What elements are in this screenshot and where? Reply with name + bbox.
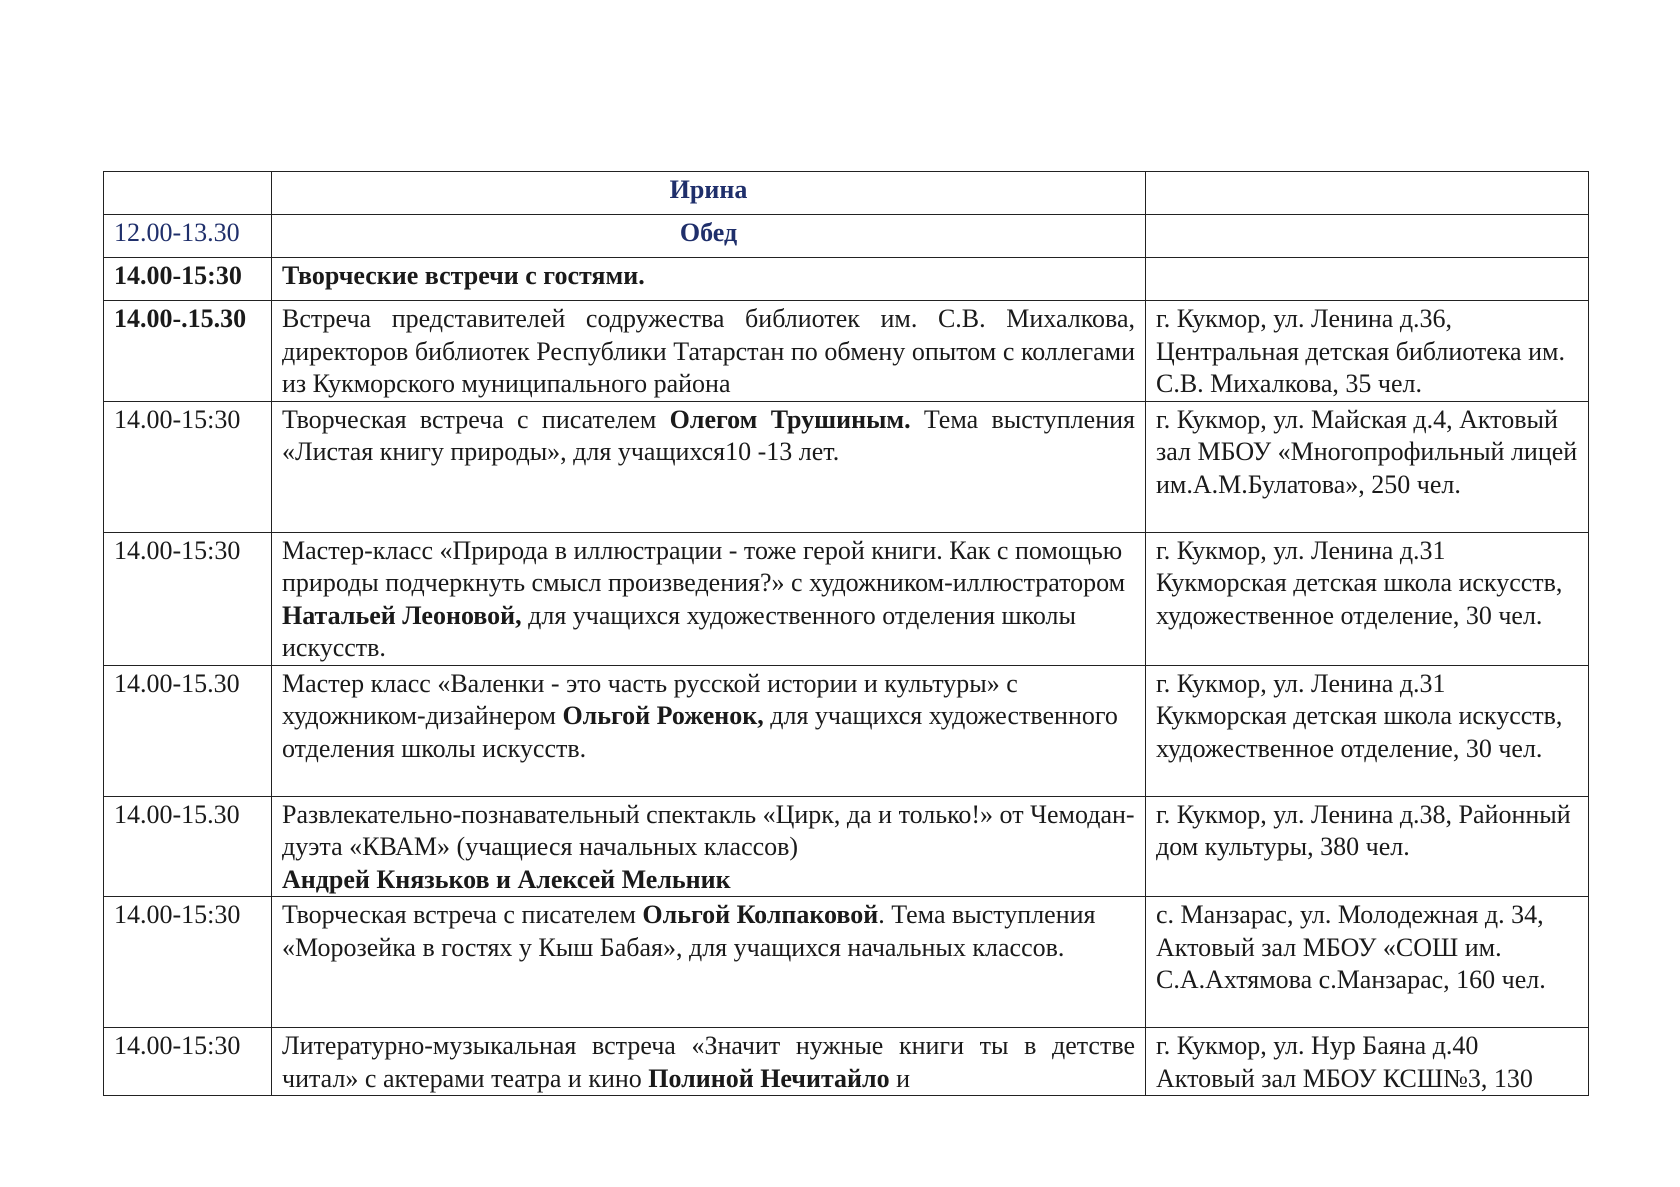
guest-name: Натальей Леоновой, (282, 600, 522, 630)
place-cell: г. Кукмор, ул. Ленина д.38, Районный дом культуры, 380 чел. (1146, 796, 1589, 897)
description-cell (272, 665, 1146, 796)
table-row (104, 258, 1589, 301)
place-cell: с. Манзарас, ул. Молодежная д. 34, Актовый зал МБОУ «СОШ им. С.А.Ахтямова с.Манзарас, 160 чел. (1146, 897, 1589, 1028)
table-row (104, 532, 1589, 665)
description-text: . Тема выступления «Морозейка в гостях у Кыш Бабая», для учащихся начальных классов. (282, 900, 1096, 962)
time-cell: 14.00-15:30 (104, 1028, 272, 1096)
time-cell: 12.00-13.30 (104, 215, 272, 258)
description-text: Мастер-класс «Природа в иллюстрации - тоже герой книги. Как с помощью природы подчеркнуть смысл произведения?» с художником-иллюстратором (282, 535, 1126, 597)
table-row (104, 401, 1589, 532)
table-row (104, 215, 1589, 258)
time-cell: 14.00-15.30 (104, 665, 272, 796)
place-cell: г. Кукмор, ул. Ленина д.36, Центральная детская библиотека им. С.В. Михалкова, 35 чел. (1146, 301, 1589, 402)
table-row (104, 665, 1589, 796)
guest-name: Ольгой Колпаковой (642, 900, 879, 929)
guest-name: Олегом Трушиным. (669, 404, 911, 434)
description-cell: Встреча представителей содружества библиотек им. С.В. Михалкова, директоров библиотек Республики Татарстан по обмену опытом с коллегами из Кукморского муниципального района (272, 301, 1146, 402)
time-cell (104, 172, 272, 215)
description-cell (272, 401, 1146, 532)
description-text: для учащихся художественного отделения школы искусств. (282, 600, 1076, 662)
description-cell (272, 796, 1146, 897)
description-text: Развлекательно-познавательный спектакль «Цирк, да и только!» от Чемодан-дуэта «КВАМ» (учащиеся начальных классов) (282, 799, 1135, 861)
description-text: для учащихся художественного отделения школы искусств. (282, 701, 1118, 763)
description-cell (272, 532, 1146, 665)
description-cell (272, 897, 1146, 1028)
time-cell: 14.00-15:30 (104, 258, 272, 301)
place-cell (1146, 215, 1589, 258)
place-cell: г. Кукмор, ул. Майская д.4, Актовый зал МБОУ «Многопрофильный лицей им.А.М.Булатова», 250 чел. (1146, 401, 1589, 532)
guest-name: Полиной Нечитайло (648, 1063, 890, 1093)
description-text: и (889, 1063, 911, 1093)
description-text: Творческая встреча с писателем (282, 404, 670, 434)
time-cell: 14.00-15:30 (104, 532, 272, 665)
time-cell: 14.00-15:30 (104, 401, 272, 532)
table-row (104, 897, 1589, 1028)
table-row (104, 172, 1589, 215)
guest-name: Андрей Князьков и Алексей Мельник (282, 864, 731, 894)
table-row (104, 301, 1589, 402)
time-cell: 14.00-.15.30 (104, 301, 272, 402)
time-cell: 14.00-15:30 (104, 897, 272, 1028)
schedule-table (103, 171, 1589, 1096)
guest-name: Ольгой Роженок, (562, 701, 764, 730)
place-cell: г. Кукмор, ул. Ленина д.31 Кукморская детская школа искусств, художественное отделение, 30 чел. (1146, 665, 1589, 796)
description-cell: Обед (272, 215, 1146, 258)
description-text: Мастер класс «Валенки - это часть русской истории и культуры» с художником-дизайнером (282, 668, 1018, 730)
description-cell: Ирина (272, 172, 1146, 215)
description-text: Творческая встреча с писателем (282, 900, 643, 929)
place-cell (1146, 258, 1589, 301)
place-cell: г. Кукмор, ул. Ленина д.31 Кукморская детская школа искусств, художественное отделение, 30 чел. (1146, 532, 1589, 665)
description-cell (272, 1028, 1146, 1096)
place-cell: г. Кукмор, ул. Нур Баяна д.40 Актовый зал МБОУ КСШ№3, 130 (1146, 1028, 1589, 1096)
table-row (104, 1028, 1589, 1096)
time-cell: 14.00-15.30 (104, 796, 272, 897)
table-row (104, 796, 1589, 897)
place-cell (1146, 172, 1589, 215)
description-cell: Творческие встречи с гостями. (272, 258, 1146, 301)
description-text: Литературно-музыкальная встреча «Значит нужные книги ты в детстве читал» с актерами театра и кино (282, 1031, 1135, 1093)
description-text: Тема выступления «Листая книгу природы», для учащихся10 -13 лет. (282, 404, 1135, 466)
